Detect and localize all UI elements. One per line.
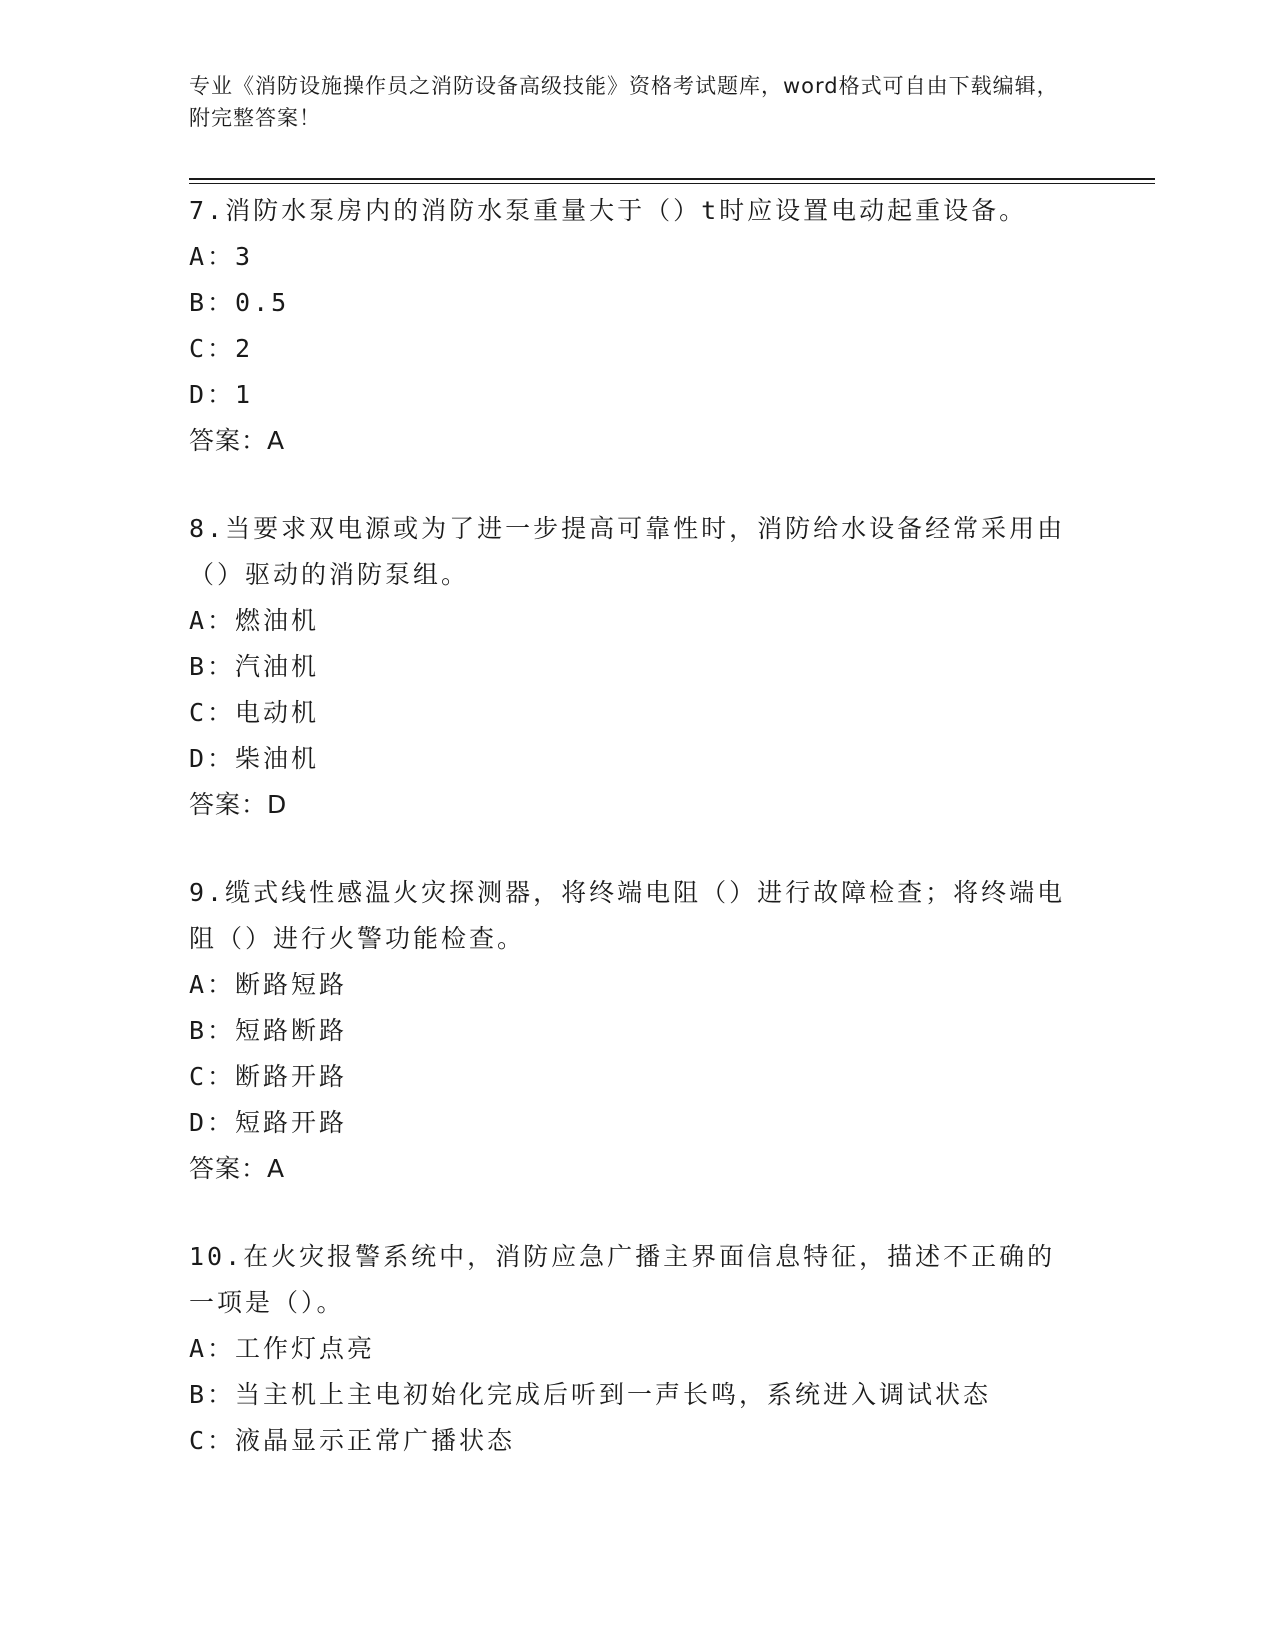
option-a: A：燃油机 xyxy=(189,606,320,635)
option-c: C：断路开路 xyxy=(189,1062,348,1091)
question-stem: 8.当要求双电源或为了进一步提高可靠性时，消防给水设备经常采用由（）驱动的消防泵组。 xyxy=(189,514,1066,589)
question-list xyxy=(189,188,1089,1464)
answer-line: 答案：A xyxy=(189,1154,286,1183)
question-spacer xyxy=(189,1192,1089,1234)
question-9 xyxy=(189,870,1089,1192)
header-divider-thin xyxy=(189,183,1155,184)
option-c: C：电动机 xyxy=(189,698,320,727)
option-b: B：短路断路 xyxy=(189,1016,348,1045)
question-stem: 9.缆式线性感温火灾探测器，将终端电阻（）进行故障检查；将终端电阻（）进行火警功能检查。 xyxy=(189,878,1066,953)
option-a: A：断路短路 xyxy=(189,970,348,999)
answer-line: 答案：A xyxy=(189,426,286,455)
option-b: B：0.5 xyxy=(189,288,290,317)
option-b: B：当主机上主电初始化完成后听到一声长鸣，系统进入调试状态 xyxy=(189,1380,992,1409)
question-spacer xyxy=(189,828,1089,870)
option-c: C：液晶显示正常广播状态 xyxy=(189,1426,516,1455)
question-7 xyxy=(189,188,1089,464)
question-10 xyxy=(189,1234,1089,1464)
option-d: D：1 xyxy=(189,380,254,409)
document-header: 专业《消防设施操作员之消防设备高级技能》资格考试题库，word格式可自由下载编辑，附完整答案！ xyxy=(189,74,1059,130)
option-d: D：短路开路 xyxy=(189,1108,348,1137)
option-d: D：柴油机 xyxy=(189,744,320,773)
option-a: A：3 xyxy=(189,242,254,271)
option-b: B：汽油机 xyxy=(189,652,320,681)
header-divider xyxy=(189,178,1155,180)
answer-line: 答案：D xyxy=(189,790,288,819)
question-spacer xyxy=(189,464,1089,506)
question-stem: 10.在火灾报警系统中，消防应急广播主界面信息特征，描述不正确的一项是（）。 xyxy=(189,1242,1056,1317)
option-a: A：工作灯点亮 xyxy=(189,1334,376,1363)
question-stem: 7.消防水泵房内的消防水泵重量大于（）t时应设置电动起重设备。 xyxy=(189,196,1028,225)
option-c: C：2 xyxy=(189,334,254,363)
question-8 xyxy=(189,506,1089,828)
